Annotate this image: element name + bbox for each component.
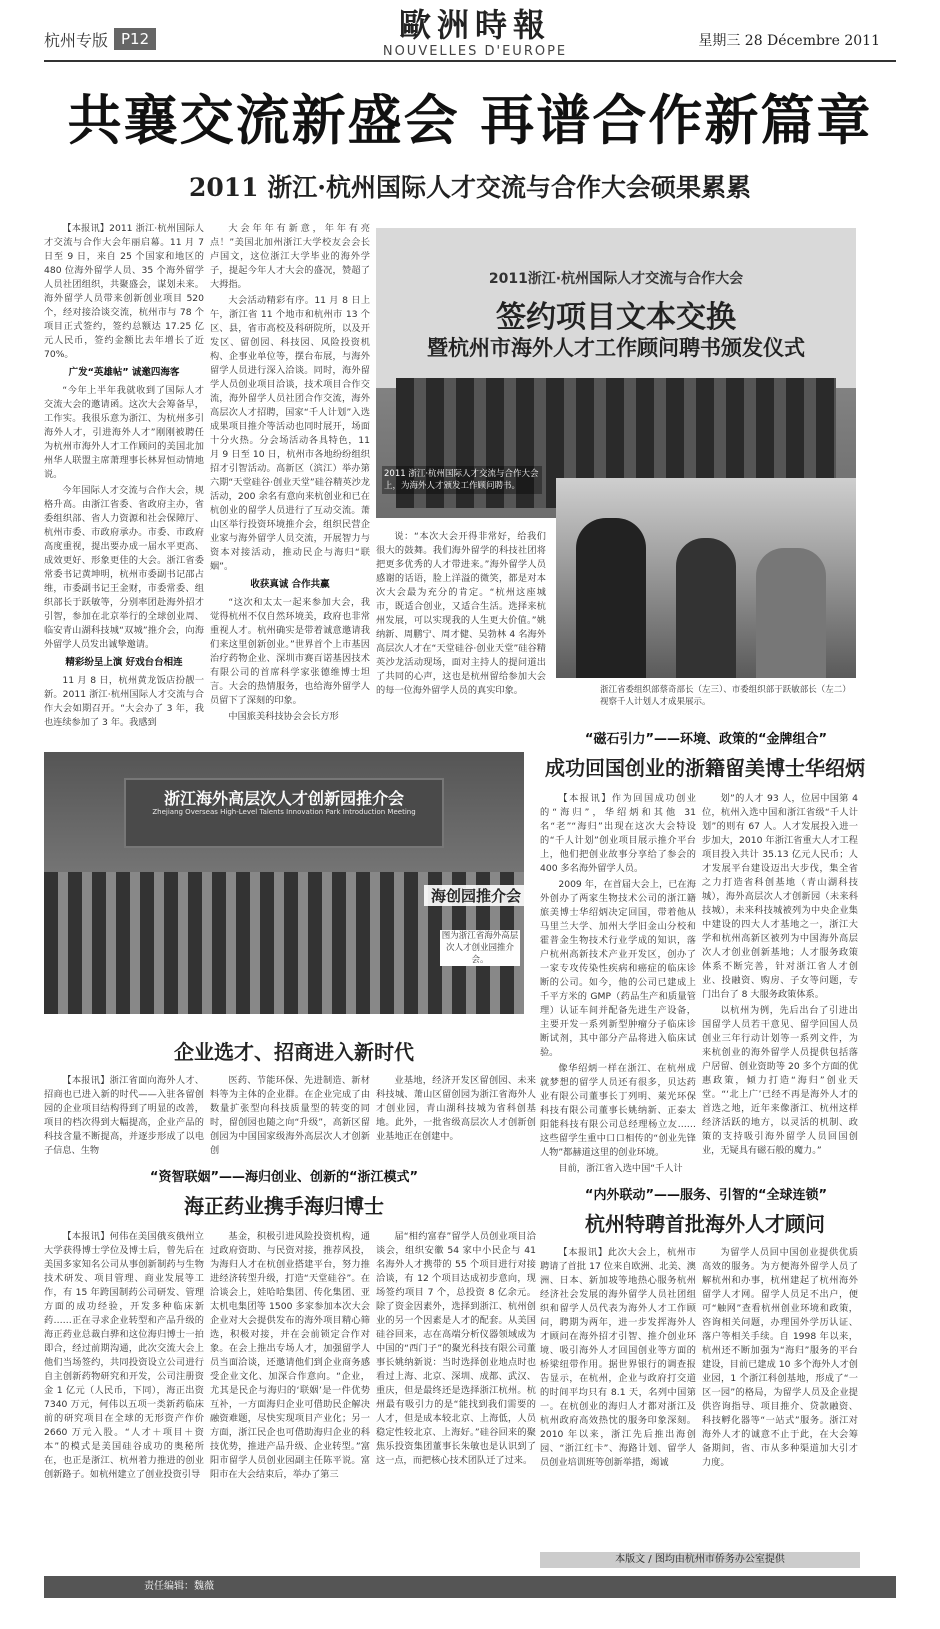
hall-banner: 浙江海外高层次人才创新园推介会 (163, 789, 404, 808)
person-figure (576, 518, 646, 678)
paragraph: 11 月 8 日，杭州黄龙饭店扮靓一新。2011 浙江·杭州国际人才交流与合作大会如期召开。“大会办了 3 年，我也连续参加了 3 年。我感到 (44, 675, 204, 728)
paragraph: 今年国际人才交流与合作大会，规格升高。由浙江省委、省政府主办，省委组织部、省人力资源和社会保障厅、杭州市委、市政府承办。市委、市政府高度重视，提出要办成一届水平更高、成效更好、形象更佳的大会。浙江省委常委书记黄坤明，杭州市委副书记邵占维，市委副书记王金财，市委常委、组织部长于跃敏等，分别率团赴海外招才引智，参加在北京举行的全球创业周、临安青山湖科技城“双城”推介会，向海外留学人员发出诚挚邀请。 (44, 485, 204, 650)
hall-banner-english: Zhejiang Overseas High-Level Talents Innovation Park Introduction Meeting (152, 808, 416, 816)
page-header (0, 0, 940, 66)
editor-bar: 责任编辑：魏薇 (44, 1576, 896, 1598)
signing-photo-caption: 2011 浙江·杭州国际人才交流与合作大会上，为海外人才颁发工作顾问聘书。 (382, 466, 542, 494)
huashaoling-col2 (702, 792, 858, 1162)
main-article-col2 (210, 222, 370, 742)
paragraph: 2009 年，在首届大会上，已在海外创办了两家生物技术公司的浙江籍旅美博士华绍炳决定回国，带着他从马里兰大学、加州大学旧金山分校和霍普金生物技术行业学成的知识，落户杭州高新技术产业开发区，创办了一家专攻传染性疾病和癌症的临床诊断的公司。如今，他的公司已建成上千平方米的 GMP（药品生产和质量管理）认证车间并配备先进生产设备，主要开发一系列新型肿瘤分子临床诊断试剂，其中部分产品将进入临床试验。 (540, 879, 696, 1058)
masthead-chinese: 歐洲時報 (398, 6, 551, 44)
dateline: 星期三 28 Décembre 2011 (698, 33, 880, 49)
paragraph: 业基地，经济开发区留创园、未来科技城、萧山区留创园为浙江省海外人才创业园，青山湖科技城为省科创基地。此外，一批省级高层次人才创新创业基地正在创建中。 (376, 1075, 536, 1142)
main-article-col3 (376, 530, 546, 740)
paragraph: 中国旅美科技协会会长方形 (228, 711, 339, 722)
paragraph: 届“相约富春”留学人员创业项目洽谈会，组织安徽 54 家中小民企与 41 名海外人才携带的 55 个项目进行对接洽谈，有 12 个项目达成初步意向，现场签约项目 7 个，总投资 8 亿余元。除了资金因素外，选择到浙江、杭州创业的另一个因素是人才的配套。从美国硅谷回来，志在高端分析仪器领域成为中国的“西门子”的聚光科技有限公司董事长姚纳新说：当时选择创业地点时也看过上海、北京、深圳、成都、武汉、重庆，但是最终还是选择浙江杭州。杭州最有吸引力的是“能找到我们需要的人才，但是成本较北京、上海低，人员稳定性较北京、上海好。”硅谷回来的聚焦乐投资集团董事长朱敏也是认识到了这一点，而把核心技术团队迁了过来。 (376, 1231, 536, 1466)
masthead-french: NOUVELLES D'EUROPE (382, 44, 568, 59)
subheading: 收获真诚 合作共赢 (250, 579, 330, 590)
hall-label: 海创园推介会 (424, 885, 528, 906)
headline: 共襄交流新盛会 再谱合作新篇章 (67, 89, 873, 152)
inspection-photo (556, 478, 856, 678)
conference-hall-photo (44, 752, 524, 1014)
page-number: P12 (114, 28, 156, 50)
paragraph: 目前，浙江省入选中国“千人计 (558, 1163, 683, 1174)
photo-credit: 本版文 / 图均由杭州市侨务办公室提供 (540, 1552, 860, 1568)
hall-caption: 图为浙江省海外高层次人才创业园推介会。 (441, 931, 519, 965)
person-figure (756, 548, 826, 678)
paragraph: 为留学人员回中国创业提供优质高效的服务。为方便海外留学人员了解杭州和办事，杭州建起了杭州海外留学人才网。留学人员足不出户，便可“触网”查看杭州创业环境和政策，咨询相关问题，办理国外学历认证、落户等相关手续。自 1998 年以来，杭州还不断加强为“海归”服务的平台建设，目前已建成 10 多个海外人才创业园，1 个浙江科创基地，形成了“一区一园”的格局，为留学人员及企业提供咨询指导、项目推介、贷款融资、科技孵化器等“一站式”服务。浙江对海外人才的诚意不止于此，在大会筹备期间，省、市从多种渠道加大引才力度。 (702, 1247, 858, 1468)
header-rule (44, 60, 896, 62)
banner-line1: 2011浙江·杭州国际人才交流与合作大会 (488, 271, 744, 287)
paragraph: 医药、节能环保、先进制造、新材料等为主体的企业群。在企业完成了由数量扩张型向科技质量型的转变的同时，留创园也随之向“升级”，高新区留创园为中国国家级海外高层次人才创新创 (210, 1075, 370, 1156)
main-article-col1 (44, 222, 204, 742)
advisor-kicker: “内外联动”——服务、引智的“全球连锁” (584, 1188, 828, 1203)
paragraph: 大会活动精彩有序。11 月 8 日上午，浙江省 11 个地市和杭州市 13 个区、县，省市高校及科研院所，以及开发区、留创园、科技园、风险投资机构、企事业单位等，摆台布展，与海外留学人员进行深入洽谈。同时，海外留学人员创业项目洽谈，技术项目合作交流，海外留学人员社团合作交流，海外高层次人才招聘，国家“千人计划”入选成果项目推介等活动也同时展开，场面十分火热。分会场活动各具特色，11 月 9 日至 10 日，杭州市各地纷纷组织招才引智活动。高新区（滨江）举办第六期“天堂硅谷·创业天堂”硅谷精英沙龙活动，200 余名有意向来杭创业和已在杭创业的留学人员进行了互动交流。萧山区举行投资环境推介会，组织民营企业家与海外留学人员交流，开展智力与资本对接活动，推动民企与海归“联姻”。 (210, 295, 370, 572)
paragraph: 大会年年有新意，年年有亮点！”美国北加州浙江大学校友会会长卢国文，这位浙江大学毕业的海外学子，提起今年人才大会的盛况，赞超了大拇指。 (210, 223, 370, 290)
paragraph: 【本报讯】此次大会上，杭州市聘请了首批 17 位来自欧洲、北美、澳洲、日本、新加坡等地热心服务杭州经济社会发展的海外留学人员社团组织和留学人员代表为海外人才工作顾问，聘期为两年，进一步发挥海外人才顾问在海外招才引智、推介创业环境、吸引海外人才回国创业等方面的桥梁纽带作用。据世界银行的调查报告显示，在杭州，企业与政府打交道的时间平均只有 8.1 天，名列中国第一。在杭创业的海归人才都对浙江及杭州政府高效热忱的服务印象深刻。2010 年以来，浙江先后推出海创园、“浙江红卡”、海路计划、留学人员创业培训班等创新举措，竭诚 (540, 1247, 696, 1468)
subheading: 广发“英雄帖” 诚邀四海客 (68, 367, 180, 378)
huashaoling-kicker: “磁石引力”——环境、政策的“金牌组合” (584, 732, 828, 747)
paragraph: 像华绍炳一样在浙江、在杭州成就梦想的留学人员还有很多，贝达药业有限公司董事长丁列明、萊光环保科技有限公司董事长姚纳新、正泰太阳能科技有限公司总经理杨立友……这些留学生重中口口相传的“创业先锋人物”都赫道这里的创业环境。 (540, 1063, 696, 1158)
paragraph: 【本报讯】何伟在美国俄亥俄州立大学获得博士学位及博士后，曾先后在美国多家知名公司从事创新制药与生物技术研发、项目管理、商业发展等工作，有 15 年跨国制药公司研发、管理方面的成功经验，开发多种临床新药……正在寻求企业转型和产品升级的海正药业总裁白骅和这位海归博士一拍即合，经过前期沟通，此次交流大会上他们当场签约，共同投资设立公司进行自主创新药物研究和开发，公司注册资金 1 亿元（人民币，下同），海正出资 7340 万元，何伟以五项一类新药临床前的研究项目在全球的无形资产作价 2660 万元入股。“人才＋项目＋资本”的模式是美国硅谷成功的奥秘所在，也正是浙江、杭州着力推进的创业创新路子。如杭州建立了创业投资引导 (44, 1231, 204, 1480)
signing-ceremony-photo (376, 228, 856, 518)
recruit-col2 (210, 1074, 370, 1154)
paragraph: 说：“本次大会开得非常好，给我们很大的鼓舞。我们海外留学的科技社团将把更多优秀的人才带进来。”海外留学人员感谢的话语，脸上洋溢的微笑，都是对本次大会最为充分的肯定。“杭州这座城市，既适合创业，又适合生活。选择来杭州发展，可以实现我的人生更大价值。”姚纳新、周鹏宁、周才健、吴勃林 4 名海外高层次人才在“天堂硅谷·创业天堂”硅谷精英沙龙活动现场，面对主持人的提问道出了共同的心声，这也是杭州留给参加大会的每一位海外留学人员的真实印象。 (376, 531, 546, 696)
paragraph: 【本报讯】2011 浙江·杭州国际人才交流与合作大会年丽启幕。11 月 7 日至 9 日，来自 25 个国家和地区的 480 位海外留学人员、35 个海外留学人员社团组织，共聚盛会，谋划未来。海外留学人员带来创新创业项目 520 个，经对接洽谈交流，杭州市与 78 个项目正式签约，签约总额达 17.25 亿元人民币，签约金额比去年增长了近 70%。 (44, 223, 204, 360)
banner-line2: 签约项目文本交换 (496, 300, 736, 335)
inspection-photo-caption: 浙江省委组织部蔡奇部长（左三）、市委组织部于跃敏部长（左二）视察千人计划人才成果展示。 (600, 685, 851, 707)
paragraph: 以杭州为例，先后出台了引进出国留学人员若干意见、留学回国人员创业三年行动计划等一系列文件，为来杭创业的海外留学人员提供包括落户居留、创业资助等 20 多个方面的优惠政策，倾力打造“海归”创业天堂。“‘北上广’已经不再是海外人才的首选之地，近年来像浙江、杭州这样经济活跃的地方，以灵活的机制、政策的支持吸引海外留学人员回国创业，无疑具有磁石般的魔力。” (702, 1005, 858, 1156)
paragraph: 基金，积极引进风险投资机构，通过政府资助、与民资对接，推荐风投，为海归人才在杭创业搭建平台，努力推进经济转型升级，打造“天堂硅谷”。在洽谈会上，娃哈哈集团、传化集团、亚太机电集团等 1500 多家参加本次大会企业对大会提供发布的海外项目精心筛选，积极对接，并在会前锁定合作对象。在会上推出专场人才，加强留学人员当面洽谈，还邀请他们到企业商务感受企业文化、加深合作意向。“企业，尤其是民企与海归的‘联姻’是一件优势互补，一方面海归企业可借助民企解决融资难题，尽快实现项目产业化；另一方面，浙江民企也可借助海归企业的科技优势，推进产品升级、企业转型。”富阳市留学人员创业园副主任陈平说。富阳市在大会结束后，举办了第三 (210, 1231, 370, 1480)
huashaoling-title: 成功回国创业的浙籍留美博士华绍炳 (545, 756, 865, 780)
recruit-col3 (376, 1074, 536, 1154)
haizheng-col1 (44, 1230, 204, 1570)
paragraph: “这次和太太一起来参加大会，我觉得杭州不仅自然环境美，政府也非常重视人才。杭州确实是带着诚意邀请我们来这里创新创业。”世界首个上市基因治疗药物企业、深圳市赛百诺基因技术有限公司的首席科学家张德维博士坦言。大会的热情服务，也给海外留学人员留下了深刻的印象。 (210, 597, 370, 706)
haizheng-col3 (376, 1230, 536, 1570)
recruit-title: 企业选才、招商进入新时代 (174, 1040, 414, 1064)
haizheng-title: 海正药业携手海归博士 (184, 1194, 384, 1218)
paragraph: 【本报讯】浙江省面向海外人才、招商也已进入新的时代——入驻各留创园的企业项目结构得到了明显的改善，项目的档次得到大幅提高，企业产品的科技含量不断提高，并逐步形成了以电子信息、生物 (44, 1075, 204, 1156)
section-name: 杭州专版 (44, 30, 109, 50)
paragraph: 【本报讯】作为回国成功创业的“海归”，华绍炳和其他 31 名“老”“海归”出现在这次大会特设的“千人计划”创业项目展示推介平台上，他们把创业故事分享给了参会的 400 多名海外留学人员。 (540, 793, 696, 874)
subheading: 精彩纷呈上演 好戏台台相连 (65, 657, 183, 668)
advisor-col2 (702, 1246, 858, 1548)
masthead (360, 6, 590, 59)
paragraph: 划”的人才 93 人，位居中国第 4 位，杭州入选中国和浙江省级“千人计划”的则有 67 人。人才发展投入进一步加大，2010 年浙江省重大人才工程项目投入共计 35.13 亿元人民币；人才发展平台建设迈出大步伐，集全省之力打造省科创基地（青山湖科技城），海外高层次人才创新园（未来科技城），未来科技城被列为中央企业集中建设的四大人才基地之一，浙江大学和杭州高新区被列为中国海外高层次人才创业创新基地；人才服务政策体系不断完善，针对浙江省人才创业、投融资、购房、子女等问题，专门出台了 8 大服务政策体系。 (702, 793, 858, 1000)
haizheng-col2 (210, 1230, 370, 1570)
banner-line3: 暨杭州市海外人才工作顾问聘书颁发仪式 (427, 336, 805, 360)
person-figure (676, 538, 736, 678)
section-label (44, 26, 156, 52)
haizheng-kicker: “资智联姻”——海归创业、创新的“浙江模式” (149, 1170, 419, 1185)
paragraph: “今年上半年我就收到了国际人才交流大会的邀请函。这次大会筹备早，工作实。我很乐意为浙江、为杭州多引海外人才，引进海外人才”刚刚被聘任为杭州市海外人才工作顾问的美国北加州华人联盟主席萧理事长林昇恒动情地说。 (44, 385, 204, 480)
advisor-title: 杭州特聘首批海外人才顾问 (585, 1212, 825, 1236)
advisor-col1 (540, 1246, 696, 1548)
recruit-col1 (44, 1074, 204, 1154)
huashaoling-col1 (540, 792, 696, 1174)
subheadline: 2011 浙江·杭州国际人才交流与合作大会硕果累累 (189, 173, 751, 202)
